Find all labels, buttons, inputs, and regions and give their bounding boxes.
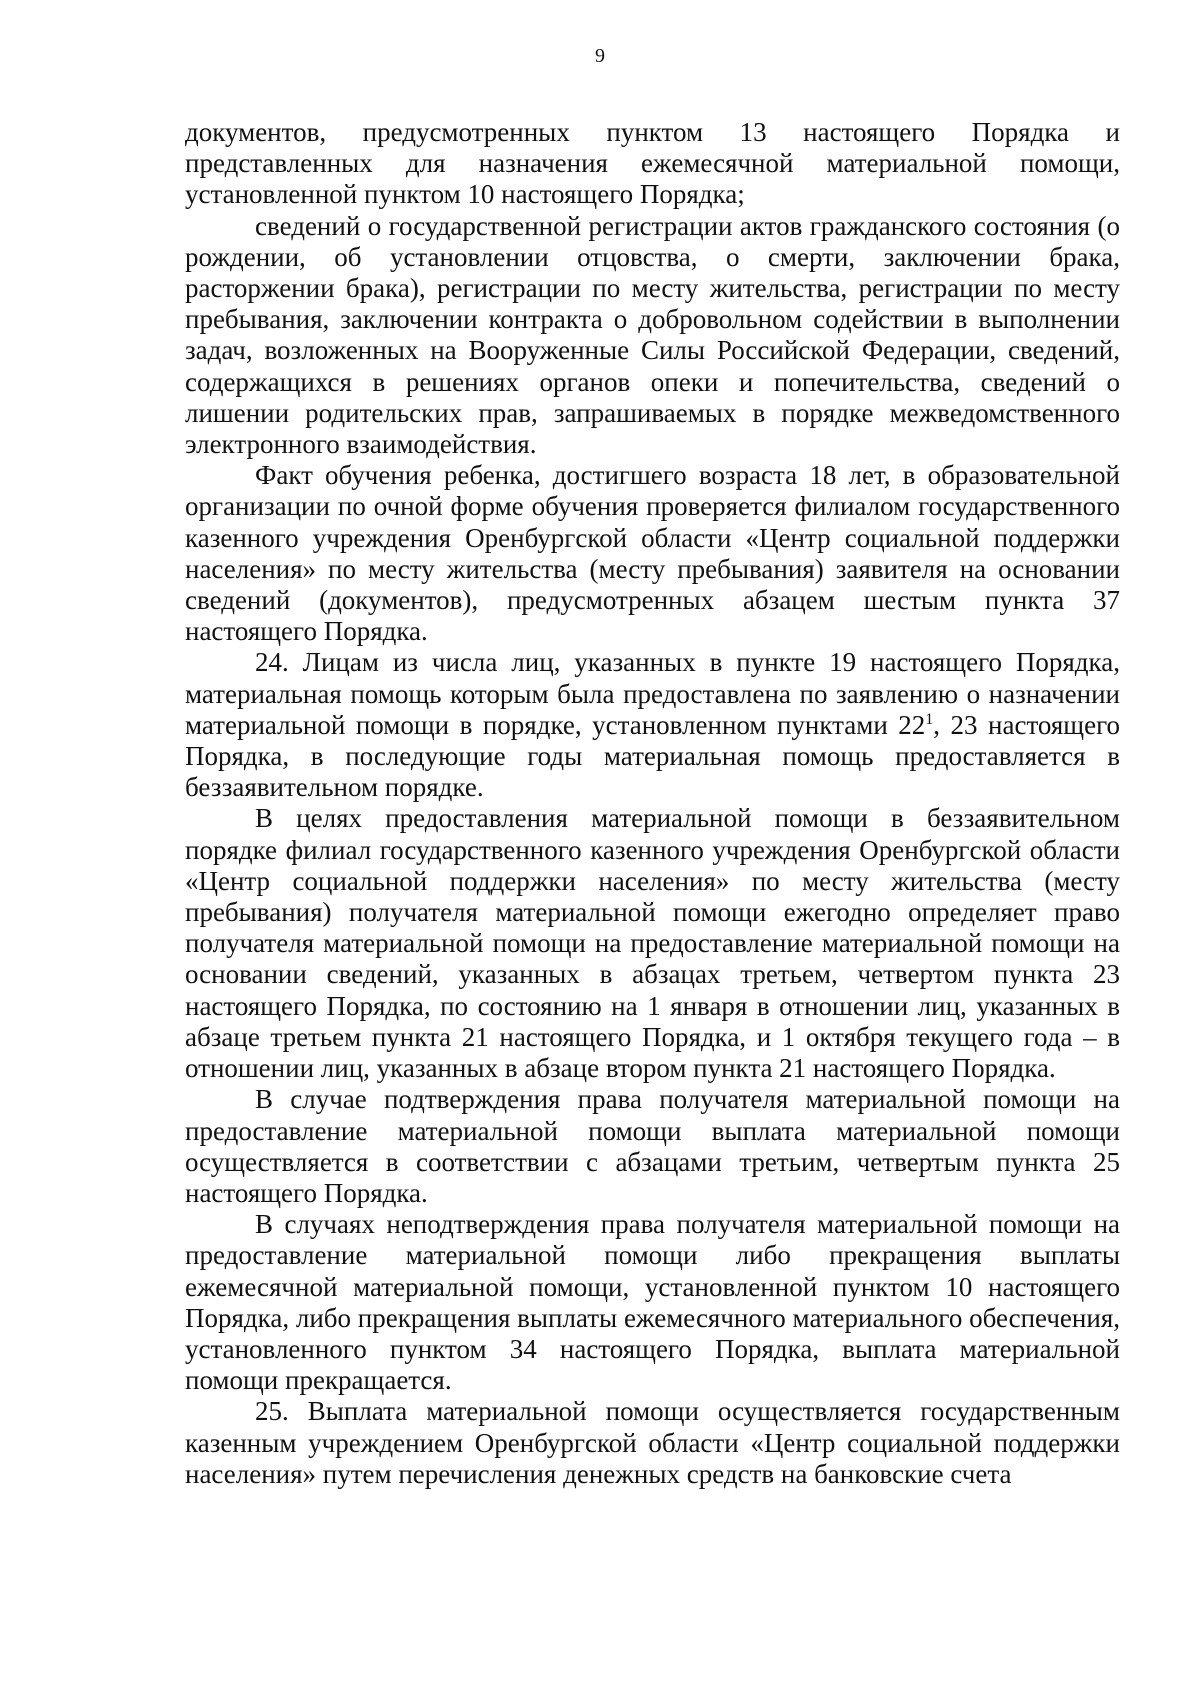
paragraph: документов, предусмотренных пунктом 13 настоящего Порядка и представленных для назначения ежемесячной материальной помощи, установленной пунктом 10 настоящего Порядка;	[185, 117, 1120, 210]
paragraph-24-text-before: 24. Лицам из числа лиц, указанных в пункте 19 настоящего Порядка, материальная помощь которым была предоставлена по заявлению о назначении материальной помощи в порядке, установленном пунктами 22	[185, 647, 1120, 740]
paragraph: Факт обучения ребенка, достигшего возраста 18 лет, в образовательной организации по очной форме обучения проверяется филиалом государственного казенного учреждения Оренбургской области «Центр социальной поддержки населения» по месту жительства (месту пребывания) заявителя на основании сведений (документов), предусмотренных абзацем шестым пункта 37 настоящего Порядка.	[185, 460, 1120, 647]
paragraph: В случаях неподтверждения права получателя материальной помощи на предоставление материальной помощи либо прекращения выплаты ежемесячной материальной помощи, установленной пунктом 10 настоящего Порядка, либо прекращения выплаты ежемесячного материального обеспечения, установленного пунктом 34 настоящего Порядка, выплата материальной помощи прекращается.	[185, 1209, 1120, 1396]
paragraph-24-text-after: , 23 настоящего Порядка, в последующие годы материальная помощь предоставляется в беззаявительном порядке.	[185, 709, 1120, 803]
document-body	[185, 117, 1120, 1490]
paragraph: В случае подтверждения права получателя материальной помощи на предоставление материальной помощи выплата материальной помощи осуществляется в соответствии с абзацами третьим, четвертым пункта 25 настоящего Порядка.	[185, 1084, 1120, 1208]
paragraph: сведений о государственной регистрации актов гражданского состояния (о рождении, об установлении отцовства, о смерти, заключении брака, расторжении брака), регистрации по месту жительства, регистрации по месту пребывания, заключении контракта о добровольном содействии в выполнении задач, возложенных на Вооруженные Силы Российской Федерации, сведений, содержащихся в решениях органов опеки и попечительства, сведений о лишении родительских прав, запрашиваемых в порядке межведомственного электронного взаимодействия.	[185, 210, 1120, 460]
paragraph: В целях предоставления материальной помощи в беззаявительном порядке филиал государственного казенного учреждения Оренбургской области «Центр социальной поддержки населения» по месту жительства (месту пребывания) получателя материальной помощи ежегодно определяет право получателя материальной помощи на предоставление материальной помощи на основании сведений, указанных в абзацах третьем, четвертом пункта 23 настоящего Порядка, по состоянию на 1 января в отношении лиц, указанных в абзаце третьем пункта 21 настоящего Порядка, и 1 октября текущего года – в отношении лиц, указанных в абзаце втором пункта 21 настоящего Порядка.	[185, 803, 1120, 1084]
superscript: 1	[925, 710, 934, 728]
paragraph-24	[185, 647, 1120, 803]
paragraph-25: 25. Выплата материальной помощи осуществляется государственным казенным учреждением Оренбургской области «Центр социальной поддержки населения» путем перечисления денежных средств на банковские счета	[185, 1396, 1120, 1489]
page-number: 9	[595, 45, 605, 67]
